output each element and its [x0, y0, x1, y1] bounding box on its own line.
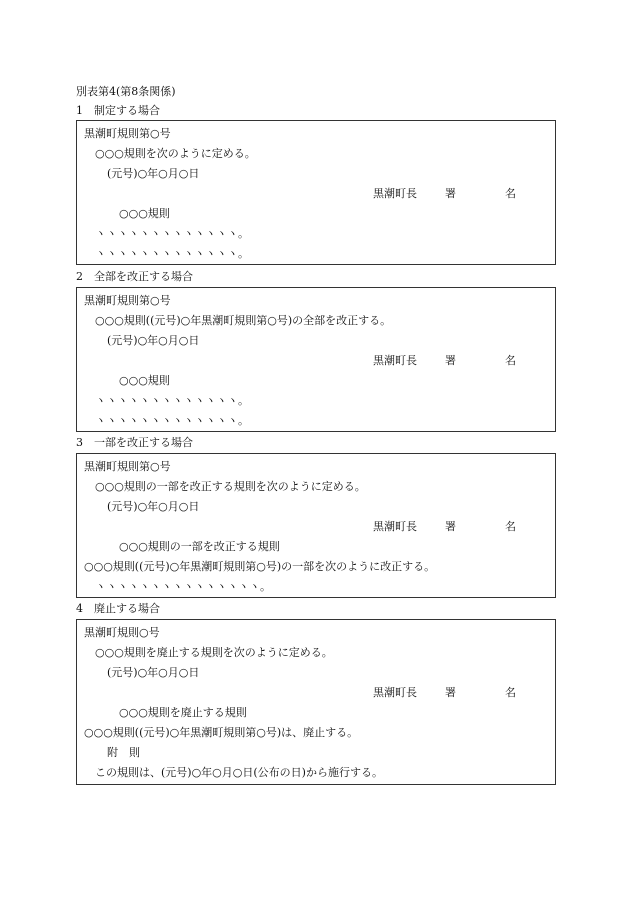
- rule-title: ○○○規則の一部を改正する規則: [119, 540, 280, 553]
- section-1-box: [76, 120, 556, 265]
- mayor-title: 黒潮町長: [373, 520, 417, 533]
- section-3-box: [76, 453, 556, 598]
- name-char: 名: [505, 187, 516, 200]
- sign-char: 署: [445, 520, 456, 533]
- supplementary-provision-heading: 附 則: [107, 746, 140, 759]
- section-3-heading: 3 一部を改正する場合: [76, 436, 193, 449]
- body-line: ヽヽヽヽヽヽヽヽヽヽヽヽヽ。: [95, 394, 249, 407]
- rule-title: ○○○規則: [119, 207, 170, 220]
- enactment-sentence: ○○○規則を次のように定める。: [95, 147, 256, 160]
- section-1-heading: 1 制定する場合: [76, 104, 160, 117]
- section-2-box: [76, 287, 556, 432]
- enforcement-sentence: この規則は、(元号)○年○月○日(公布の日)から施行する。: [95, 766, 383, 779]
- sign-char: 署: [445, 686, 456, 699]
- date-line: (元号)○年○月○日: [107, 666, 200, 679]
- rule-number: 黒潮町規則○号: [84, 626, 160, 639]
- name-char: 名: [505, 354, 516, 367]
- repeal-sentence: ○○○規則((元号)○年黒潮町規則第○号)は、廃止する。: [84, 726, 359, 739]
- date-line: (元号)○年○月○日: [107, 334, 200, 347]
- mayor-title: 黒潮町長: [373, 187, 417, 200]
- date-line: (元号)○年○月○日: [107, 500, 200, 513]
- rule-number: 黒潮町規則第○号: [84, 460, 171, 473]
- enactment-sentence: ○○○規則を廃止する規則を次のように定める。: [95, 646, 333, 659]
- name-char: 名: [505, 686, 516, 699]
- sign-char: 署: [445, 187, 456, 200]
- enactment-sentence: ○○○規則の一部を改正する規則を次のように定める。: [95, 480, 366, 493]
- rule-title: ○○○規則: [119, 374, 170, 387]
- mayor-title: 黒潮町長: [373, 686, 417, 699]
- body-line: ヽヽヽヽヽヽヽヽヽヽヽヽヽ。: [95, 247, 249, 260]
- revision-sentence: ○○○規則((元号)○年黒潮町規則第○号)の全部を改正する。: [95, 314, 392, 327]
- body-line: ヽヽヽヽヽヽヽヽヽヽヽヽヽ。: [95, 414, 249, 427]
- amendment-sentence: ○○○規則((元号)○年黒潮町規則第○号)の一部を次のように改正する。: [84, 560, 436, 573]
- rule-number: 黒潮町規則第○号: [84, 294, 171, 307]
- date-line: (元号)○年○月○日: [107, 167, 200, 180]
- section-4-box: [76, 619, 556, 785]
- section-4-heading: 4 廃止する場合: [76, 602, 160, 615]
- body-line: ヽヽヽヽヽヽヽヽヽヽヽヽヽヽヽ。: [95, 580, 271, 593]
- sign-char: 署: [445, 354, 456, 367]
- section-2-heading: 2 全部を改正する場合: [76, 270, 193, 283]
- rule-number: 黒潮町規則第○号: [84, 127, 171, 140]
- rule-title: ○○○規則を廃止する規則: [119, 706, 247, 719]
- body-line: ヽヽヽヽヽヽヽヽヽヽヽヽヽ。: [95, 227, 249, 240]
- name-char: 名: [505, 520, 516, 533]
- mayor-title: 黒潮町長: [373, 354, 417, 367]
- document-header: 別表第4(第8条関係): [76, 85, 176, 98]
